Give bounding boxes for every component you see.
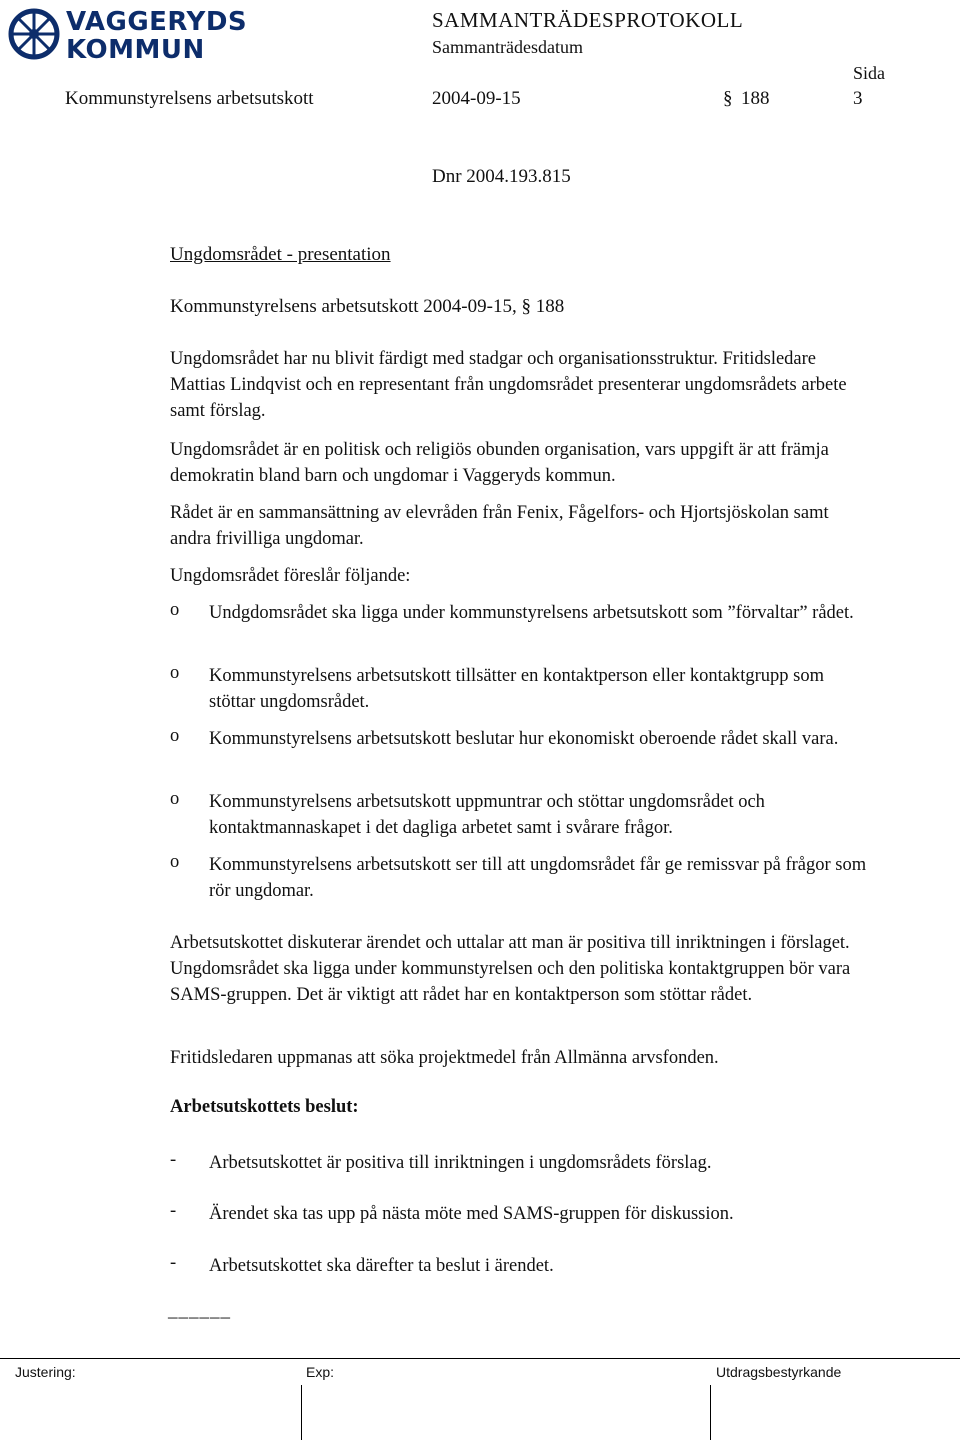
logo-text-line1: VAGGERYDS [66,7,248,37]
footer-justering-label: Justering: [15,1364,76,1380]
page-number: 3 [853,88,863,109]
list-item: Kommunstyrelsens arbetsutskott ser till att ungdomsrådet får ge remissvar på frågor som rör ungdomar. [209,855,867,901]
footer-divider [0,1358,960,1359]
decision-marker: - [170,1253,177,1273]
paragraph-assignment: Fritidsledaren uppmanas att söka projektmedel från Allmänna arvsfonden. [170,1048,719,1068]
bullet-marker: o [170,600,180,620]
municipality-logo [8,5,248,65]
footer-signature-divider [710,1385,711,1440]
decision-heading: Arbetsutskottets beslut: [170,1097,359,1117]
page-label: Sida [853,63,886,83]
bullet-marker: o [170,663,180,683]
decision-item: Ärendet ska tas upp på nästa möte med SAMS-gruppen för diskussion. [209,1204,734,1224]
document-type: SAMMANTRÄDESPROTOKOLL [432,8,744,32]
paragraph-purpose: Ungdomsrådet är en politisk och religiös obunden organisation, vars uppgift är att främja demokratin bland barn och ungdomar i Vaggeryds kommun. [170,440,829,486]
footer-utdrag-label: Utdragsbestyrkande [716,1364,842,1380]
paragraph-intro: Ungdomsrådet har nu blivit färdigt med stadgar och organisationsstruktur. Fritidsledare Mattias Lindqvist och en representant från ungdomsrådet presenterar ungdomsrådets arbete samt förslag. [170,349,847,421]
meeting-date: 2004-09-15 [432,88,521,109]
logo-text-line2: KOMMUN [66,35,205,65]
footer-signature-divider [301,1385,302,1440]
bullet-marker: o [170,852,180,872]
end-mark: ______ [168,1300,231,1321]
paragraph-discussion: Arbetsutskottet diskuterar ärendet och uttalar att man är positiva till inriktningen i förslaget. Ungdomsrådet ska ligga under kommunstyrelsen och den politiska kontaktgruppen bör vara SAMS-gruppen. Det är viktigt att rådet har en kontaktperson som stöttar rådet. [170,933,851,1005]
meeting-date-label: Sammanträdesdatum [432,37,583,57]
list-item: Kommunstyrelsens arbetsutskott tillsätter en kontaktperson eller kontaktgrupp som stöttar ungdomsrådet. [209,666,825,712]
decision-item: Arbetsutskottet ska därefter ta beslut i ärendet. [209,1256,554,1276]
list-item: Undgdomsrådet ska ligga under kommunstyrelsens arbetsutskott som ”förvaltar” rådet. [209,603,854,623]
paragraph-proposal-intro: Ungdomsrådet föreslår följande: [170,566,411,586]
committee-name: Kommunstyrelsens arbetsutskott [65,88,314,109]
list-item: Kommunstyrelsens arbetsutskott uppmuntrar och stöttar ungdomsrådet och kontaktmannaskapet i det dagliga arbetet samt i svårare frågor. [209,792,765,838]
section-sign: § [723,88,733,109]
paragraph-composition: Rådet är en sammansättning av elevråden från Fenix, Fågelfors- och Hjortsjöskolan samt andra frivilliga ungdomar. [170,503,829,549]
bullet-marker: o [170,789,180,809]
decision-marker: - [170,1201,177,1221]
footer-exp-label: Exp: [306,1364,335,1380]
item-title: Ungdomsrådet - presentation [170,244,391,265]
bullet-marker: o [170,726,180,746]
item-reference: Kommunstyrelsens arbetsutskott 2004-09-15, § 188 [170,296,565,317]
registration-number: Dnr 2004.193.815 [432,166,571,187]
coat-of-arms-icon [8,8,60,60]
decision-item: Arbetsutskottet är positiva till inriktningen i ungdomsrådets förslag. [209,1153,712,1173]
decision-marker: - [170,1150,177,1170]
section-number: 188 [741,88,770,109]
list-item: Kommunstyrelsens arbetsutskott beslutar hur ekonomiskt oberoende rådet skall vara. [209,729,839,749]
